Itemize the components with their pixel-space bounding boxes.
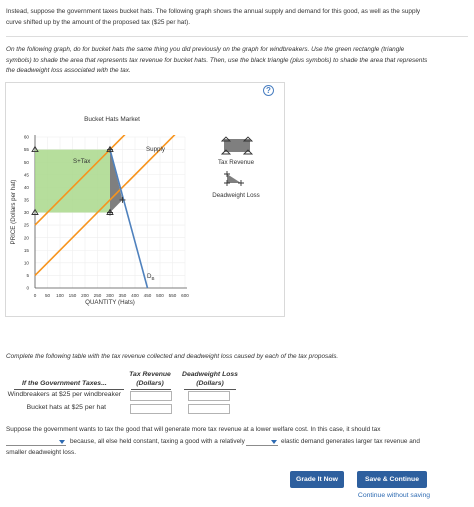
col-deadweight-header — [180, 370, 240, 388]
x-tick-label: 250 — [93, 293, 102, 298]
deadweight-loss-swatch[interactable] — [227, 174, 241, 183]
y-axis-label: PRICE (Dollars per hat) — [10, 179, 17, 245]
conclusion-part-3: elastic demand generates larger tax revenue and — [281, 438, 420, 445]
x-tick-label: 300 — [106, 293, 114, 298]
y-tick-label: 15 — [23, 247, 29, 253]
y-tick-label: 45 — [23, 172, 29, 178]
bucket-hats-deadweight-input[interactable] — [188, 404, 230, 414]
instructions-line-1: On the following graph, do for bucket hats the same thing you did previously on the graph for windbreakers. Use the green rectangle (triangle — [6, 46, 405, 53]
y-tick-label: 40 — [23, 184, 29, 190]
instructions-line-2: symbols) to shade the area that represents tax revenue for bucket hats. Then, use the black triangle (plus symbols) to shade the area that represents — [6, 56, 428, 64]
x-axis-label: QUANTITY (Hats) — [85, 299, 135, 306]
conclusion-line-1: Suppose the government wants to tax the good that will generate more tax revenue at a lower welfare cost. In this case, it should tax — [6, 426, 381, 433]
y-tick-label: 10 — [23, 260, 29, 266]
chevron-down-icon — [271, 440, 277, 444]
save-continue-button[interactable]: Save & Continue — [357, 471, 427, 488]
col-tax-revenue-title: Tax Revenue — [129, 371, 171, 378]
y-tick-label: 25 — [23, 222, 29, 228]
x-tick-label: 400 — [131, 293, 139, 298]
y-tick-label: 5 — [26, 273, 29, 279]
demand-curve-letter: D — [147, 273, 152, 280]
good-dropdown[interactable] — [6, 436, 66, 446]
table-row-label: Bucket hats at $25 per hat — [26, 404, 106, 411]
x-tick-label: 150 — [68, 293, 77, 298]
chevron-down-icon — [59, 440, 65, 444]
col-deadweight-unit: (Dollars) — [196, 380, 224, 387]
col-tax-revenue-header — [128, 370, 172, 388]
conclusion-line-3: smaller deadweight loss. — [6, 449, 76, 456]
y-tick-label: 60 — [23, 134, 29, 140]
col-deadweight-title: Deadweight Loss — [182, 371, 238, 378]
x-tick-label: 200 — [81, 293, 89, 298]
stax-curve-label: S+Tax — [73, 158, 91, 165]
deadweight-loss-tool[interactable] — [224, 171, 244, 186]
intro-line-1: Instead, suppose the government taxes bucket hats. The following graph shows the annual supply and demand for this good, as well as the supply — [6, 8, 421, 15]
header-rule — [131, 389, 171, 390]
x-tick-label: 0 — [33, 293, 37, 298]
tax-table — [6, 370, 246, 426]
windbreakers-tax-revenue-input[interactable] — [130, 391, 172, 401]
table-row-label: Windbreakers at $25 per windbreaker — [7, 391, 121, 398]
demand-curve-label — [147, 273, 154, 281]
continue-without-saving-link[interactable]: Continue without saving — [357, 492, 431, 499]
header-rule — [184, 389, 236, 390]
x-tick-label: 100 — [56, 293, 64, 298]
instructions-line-3: the deadweight loss associated with the tax. — [6, 67, 131, 74]
x-tick-label: 550 — [168, 293, 177, 298]
y-tick-label: 35 — [23, 197, 29, 203]
legend-tax-revenue: Tax Revenue — [217, 159, 255, 166]
tax-revenue-tool[interactable] — [222, 137, 252, 154]
y-tick-label: 20 — [23, 235, 29, 241]
conclusion-part-2: because, all else held constant, taxing a good with a relatively — [70, 438, 245, 445]
help-icon[interactable]: ? — [263, 85, 274, 96]
y-tick-label: 30 — [23, 210, 29, 216]
legend-deadweight-loss: Deadweight Loss — [212, 192, 260, 199]
table-prompt: Complete the following table with the tax revenue collected and deadweight loss caused by each of the tax proposals. — [6, 353, 339, 360]
chart-title: Bucket Hats Market — [84, 116, 140, 123]
intro-line-2: curve shifted up by the amount of the proposed tax ($25 per hat). — [6, 18, 191, 26]
x-tick-label: 50 — [44, 293, 51, 298]
bucket-hats-tax-revenue-input[interactable] — [130, 404, 172, 414]
x-tick-label: 450 — [143, 293, 152, 298]
y-tick-label: 55 — [23, 147, 29, 153]
col-tax-revenue-unit: (Dollars) — [136, 380, 164, 387]
supply-curve-label: Supply — [146, 146, 165, 153]
demand-curve-subscript: B — [151, 276, 155, 281]
elasticity-dropdown[interactable] — [246, 436, 278, 446]
x-tick-label: 500 — [156, 293, 164, 298]
x-tick-label: 600 — [181, 293, 189, 298]
y-tick-label: 50 — [23, 159, 29, 165]
y-tick-label: 0 — [26, 285, 29, 291]
demand-curve — [110, 150, 148, 288]
grade-button[interactable]: Grade It Now — [290, 471, 344, 488]
x-tick-label: 350 — [118, 293, 127, 298]
col-taxes-header: If the Government Taxes... — [22, 380, 107, 387]
windbreakers-deadweight-input[interactable] — [188, 391, 230, 401]
